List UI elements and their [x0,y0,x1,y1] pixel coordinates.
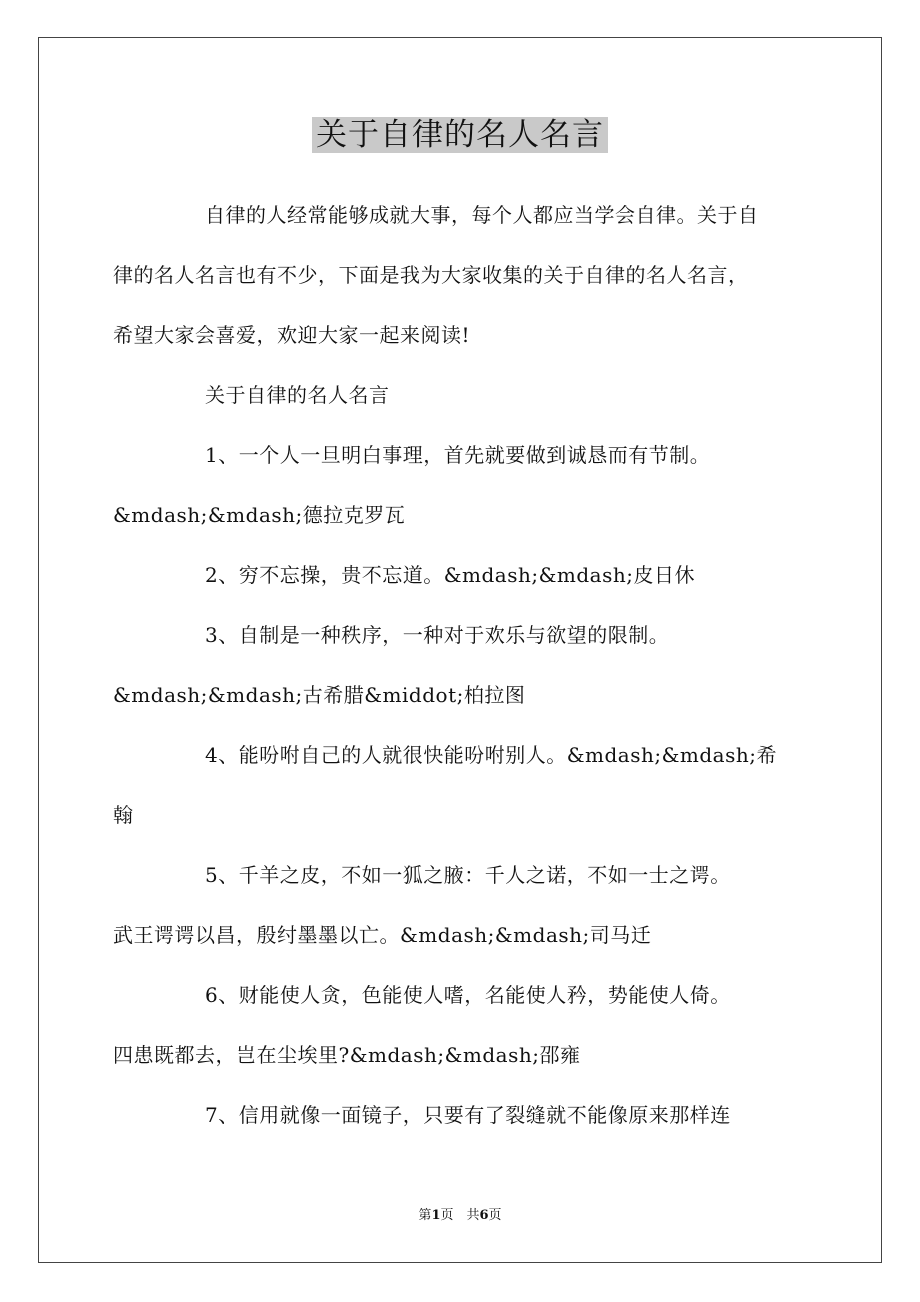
paragraph-line: 律的名人名言也有不少，下面是我为大家收集的关于自律的名人名言， [113,263,749,287]
quote-line: 5、千羊之皮，不如一狐之腋：千人之诺，不如一士之谔。 [205,863,731,887]
quote-line: 3、自制是一种秩序，一种对于欢乐与欲望的限制。 [205,623,670,647]
page-number: 1 [431,1208,441,1223]
quote-line: 武王谔谔以昌，殷纣墨墨以亡。&mdash;&mdash;司马迁 [113,923,652,947]
quote-line: &mdash;&mdash;古希腊&middot;柏拉图 [113,683,526,707]
quote-line: &mdash;&mdash;德拉克罗瓦 [113,503,406,527]
title-highlight: 关于自律的名人名言 [312,117,608,153]
footer-mid: 页 共 [440,1208,480,1223]
quote-line: 1、一个人一旦明白事理，首先就要做到诚恳而有节制。 [205,443,711,467]
quote-line: 4、能吩咐自己的人就很快能吩咐别人。&mdash;&mdash;希 [205,743,777,767]
page-footer [0,1206,920,1226]
page-total: 6 [479,1208,489,1223]
document-title [0,112,920,158]
footer-suffix: 页 [488,1208,502,1223]
paragraph-line: 自律的人经常能够成就大事，每个人都应当学会自律。关于自 [205,203,759,227]
footer-prefix: 第 [418,1208,432,1223]
quote-line: 翰 [113,803,134,827]
quote-line: 2、穷不忘操，贵不忘道。&mdash;&mdash;皮日休 [205,563,695,587]
section-heading: 关于自律的名人名言 [205,383,390,407]
quote-line: 四患既都去，岂在尘埃里?&mdash;&mdash;邵雍 [113,1043,581,1067]
paragraph-line: 希望大家会喜爱，欢迎大家一起来阅读! [113,323,471,347]
quote-line: 6、财能使人贪，色能使人嗜，名能使人矜，势能使人倚。 [205,983,731,1007]
quote-line: 7、信用就像一面镜子，只要有了裂缝就不能像原来那样连 [205,1103,731,1127]
